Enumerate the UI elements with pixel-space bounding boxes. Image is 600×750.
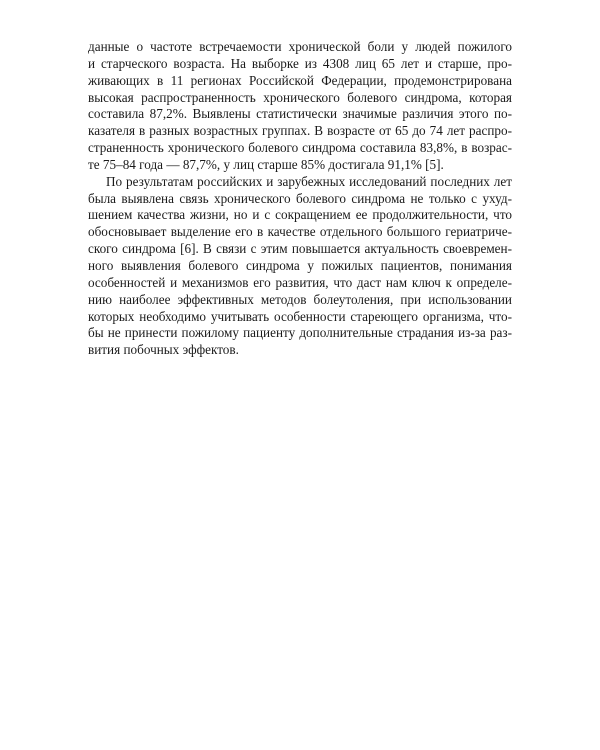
text-line: нию наиболее эффективных методов болеутоления, при использовании — [88, 291, 512, 307]
text-line: составила 87,2%. Выявлены статистически значимые различия этого по- — [88, 106, 512, 122]
text-line: обосновывает выделение его в качестве отдельного большого гериатриче- — [88, 224, 512, 240]
paragraph-2 — [88, 174, 512, 359]
text-line: бы не принести пожилому пациенту дополнительные страдания из-за раз- — [88, 325, 512, 341]
text-line: ского синдрома [6]. В связи с этим повышается актуальность своевремен- — [88, 241, 512, 257]
body-text — [88, 39, 512, 359]
text-line: живающих в 11 регионах Российской Федерации, продемонстрирована — [88, 72, 512, 88]
paragraph-1 — [88, 39, 512, 174]
text-line: страненность хронического болевого синдрома составила 83,8%, в возрас- — [88, 140, 512, 156]
text-line: вития побочных эффектов. — [88, 342, 239, 358]
text-line: особенностей и механизмов его развития, что даст нам ключ к определе- — [88, 274, 512, 290]
text-line: и старческого возраста. На выборке из 4308 лиц 65 лет и старше, про- — [88, 55, 512, 71]
text-line: казателя в разных возрастных группах. В возрасте от 65 до 74 лет распро- — [88, 123, 512, 139]
text-line: была выявлена связь хронического болевого синдрома не только с ухуд- — [88, 190, 512, 206]
text-line: данные о частоте встречаемости хронической боли у людей пожилого — [88, 39, 512, 54]
text-line: ного выявления болевого синдрома у пожилых пациентов, понимания — [88, 257, 512, 273]
text-line: высокая распространенность хронического болевого синдрома, которая — [88, 89, 512, 105]
text-line: которых необходимо учитывать особенности стареющего организма, что- — [88, 308, 512, 324]
text-line: По результатам российских и зарубежных исследований последних лет — [106, 173, 512, 189]
text-line: те 75–84 года — 87,7%, у лиц старше 85% достигала 91,1% [5]. — [88, 156, 444, 172]
text-line: шением качества жизни, но и с сокращением ее продолжительности, что — [88, 207, 512, 223]
